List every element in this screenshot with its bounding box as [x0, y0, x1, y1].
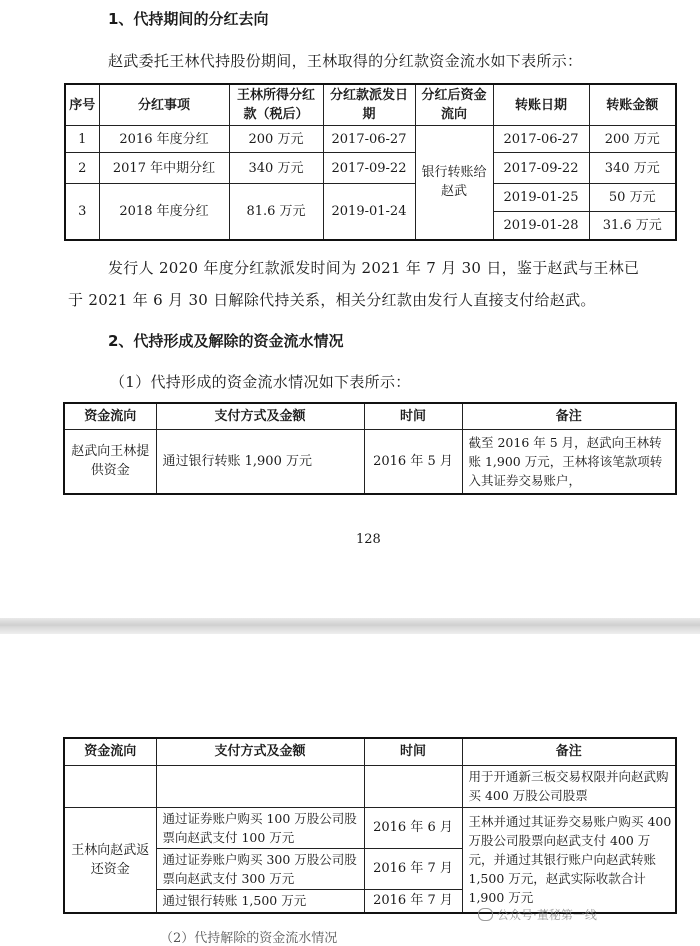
header-cell: 资金流向 — [64, 738, 156, 765]
cell-no: 2 — [65, 153, 99, 184]
table-header-row — [64, 403, 676, 429]
cell-time: 2016 年 5 月 — [364, 429, 462, 494]
wechat-icon — [478, 908, 493, 921]
table-row — [65, 153, 676, 184]
table-row — [64, 807, 676, 848]
page-separator — [0, 618, 700, 634]
cell-transfer-amount: 200 万元 — [589, 126, 676, 153]
cell-date: 2017-06-27 — [323, 126, 415, 153]
fund-return-table — [63, 737, 677, 914]
header-cell: 王林所得分红款（税后） — [229, 84, 323, 126]
cell-item: 2017 年中期分红 — [99, 153, 229, 184]
header-cell: 分红事项 — [99, 84, 229, 126]
cell-transfer-date: 2017-09-22 — [493, 153, 589, 184]
cell-transfer-amount: 50 万元 — [589, 184, 676, 212]
cell-empty — [156, 765, 364, 807]
table-header-row — [64, 738, 676, 765]
table-row — [65, 184, 676, 212]
header-cell: 分红款派发日期 — [323, 84, 415, 126]
subsection-title: （1）代持形成的资金流水情况如下表所示： — [110, 373, 411, 391]
paragraph-line: 于 2021 年 6 月 30 日解除代持关系，相关分红款由发行人直接支付给赵武。 — [68, 291, 596, 309]
cell-flow: 王林向赵武返还资金 — [64, 807, 156, 913]
cell-amount: 81.6 万元 — [229, 184, 323, 240]
table-row — [64, 429, 676, 494]
header-cell: 序号 — [65, 84, 99, 126]
header-cell: 转账日期 — [493, 84, 589, 126]
cell-time: 2016 年 6 月 — [364, 807, 462, 848]
cell-no: 1 — [65, 126, 99, 153]
cell-no: 3 — [65, 184, 99, 240]
cell-empty — [364, 765, 462, 807]
cell-time: 2016 年 7 月 — [364, 848, 462, 889]
cell-date: 2019-01-24 — [323, 184, 415, 240]
cell-method: 通过证券账户购买 300 万股公司股票向赵武支付 300 万元 — [156, 848, 364, 889]
header-cell: 备注 — [462, 738, 676, 765]
cell-method: 通过证券账户购买 100 万股公司股票向赵武支付 100 万元 — [156, 807, 364, 848]
header-cell: 转账金额 — [589, 84, 676, 126]
cell-item: 2016 年度分红 — [99, 126, 229, 153]
cell-flow: 赵武向王林提供资金 — [64, 429, 156, 494]
page-number: 128 — [356, 532, 381, 547]
section-heading-fund-flow: 2、代持形成及解除的资金流水情况 — [108, 332, 344, 350]
header-cell: 时间 — [364, 403, 462, 429]
table-header-row — [65, 84, 676, 126]
header-cell: 资金流向 — [64, 403, 156, 429]
cell-transfer-amount: 31.6 万元 — [589, 212, 676, 240]
cell-method: 通过银行转账 1,500 万元 — [156, 889, 364, 913]
cell-amount: 200 万元 — [229, 126, 323, 153]
cell-date: 2017-09-22 — [323, 153, 415, 184]
header-cell: 支付方式及金额 — [156, 738, 364, 765]
paragraph-line: 发行人 2020 年度分红款派发时间为 2021 年 7 月 30 日，鉴于赵武与王林已 — [108, 259, 640, 277]
cell-amount: 340 万元 — [229, 153, 323, 184]
header-cell: 支付方式及金额 — [156, 403, 364, 429]
intro-paragraph: 赵武委托王林代持股份期间，王林取得的分红款资金流水如下表所示： — [108, 52, 583, 70]
cell-item: 2018 年度分红 — [99, 184, 229, 240]
cell-transfer-date: 2019-01-25 — [493, 184, 589, 212]
watermark-text: 公众号·董秘第一线 — [497, 908, 597, 922]
cell-time: 2016 年 7 月 — [364, 889, 462, 913]
cell-note: 王林并通过其证券交易账户购买 400 万股公司股票向赵武支付 400 万元，并通过其银行账户向赵武转账 1,500 万元，赵武实际收款合计 1,900 万元 — [462, 807, 676, 913]
cell-note-top: 用于开通新三板交易权限并向赵武购买 400 万股公司股票 — [462, 765, 676, 807]
section-heading-dividend: 1、代持期间的分红去向 — [108, 10, 269, 28]
cell-note: 截至 2016 年 5 月，赵武向王林转账 1,900 万元，王林将该笔款项转入其证券交易账户， — [462, 429, 676, 494]
next-subsection-title-cut: （2）代持解除的资金流水情况 — [160, 931, 338, 946]
dividend-flow-table — [64, 83, 677, 241]
header-cell: 时间 — [364, 738, 462, 765]
cell-method: 通过银行转账 1,900 万元 — [156, 429, 364, 494]
fund-formation-table — [63, 402, 677, 495]
header-cell: 分红后资金流向 — [415, 84, 493, 126]
cell-transfer-date: 2019-01-28 — [493, 212, 589, 240]
header-cell: 备注 — [462, 403, 676, 429]
table-row — [64, 765, 676, 807]
cell-empty — [64, 765, 156, 807]
watermark — [478, 906, 597, 923]
cell-flow: 银行转账给赵武 — [415, 126, 493, 240]
cell-transfer-date: 2017-06-27 — [493, 126, 589, 153]
cell-transfer-amount: 340 万元 — [589, 153, 676, 184]
table-row — [65, 126, 676, 153]
